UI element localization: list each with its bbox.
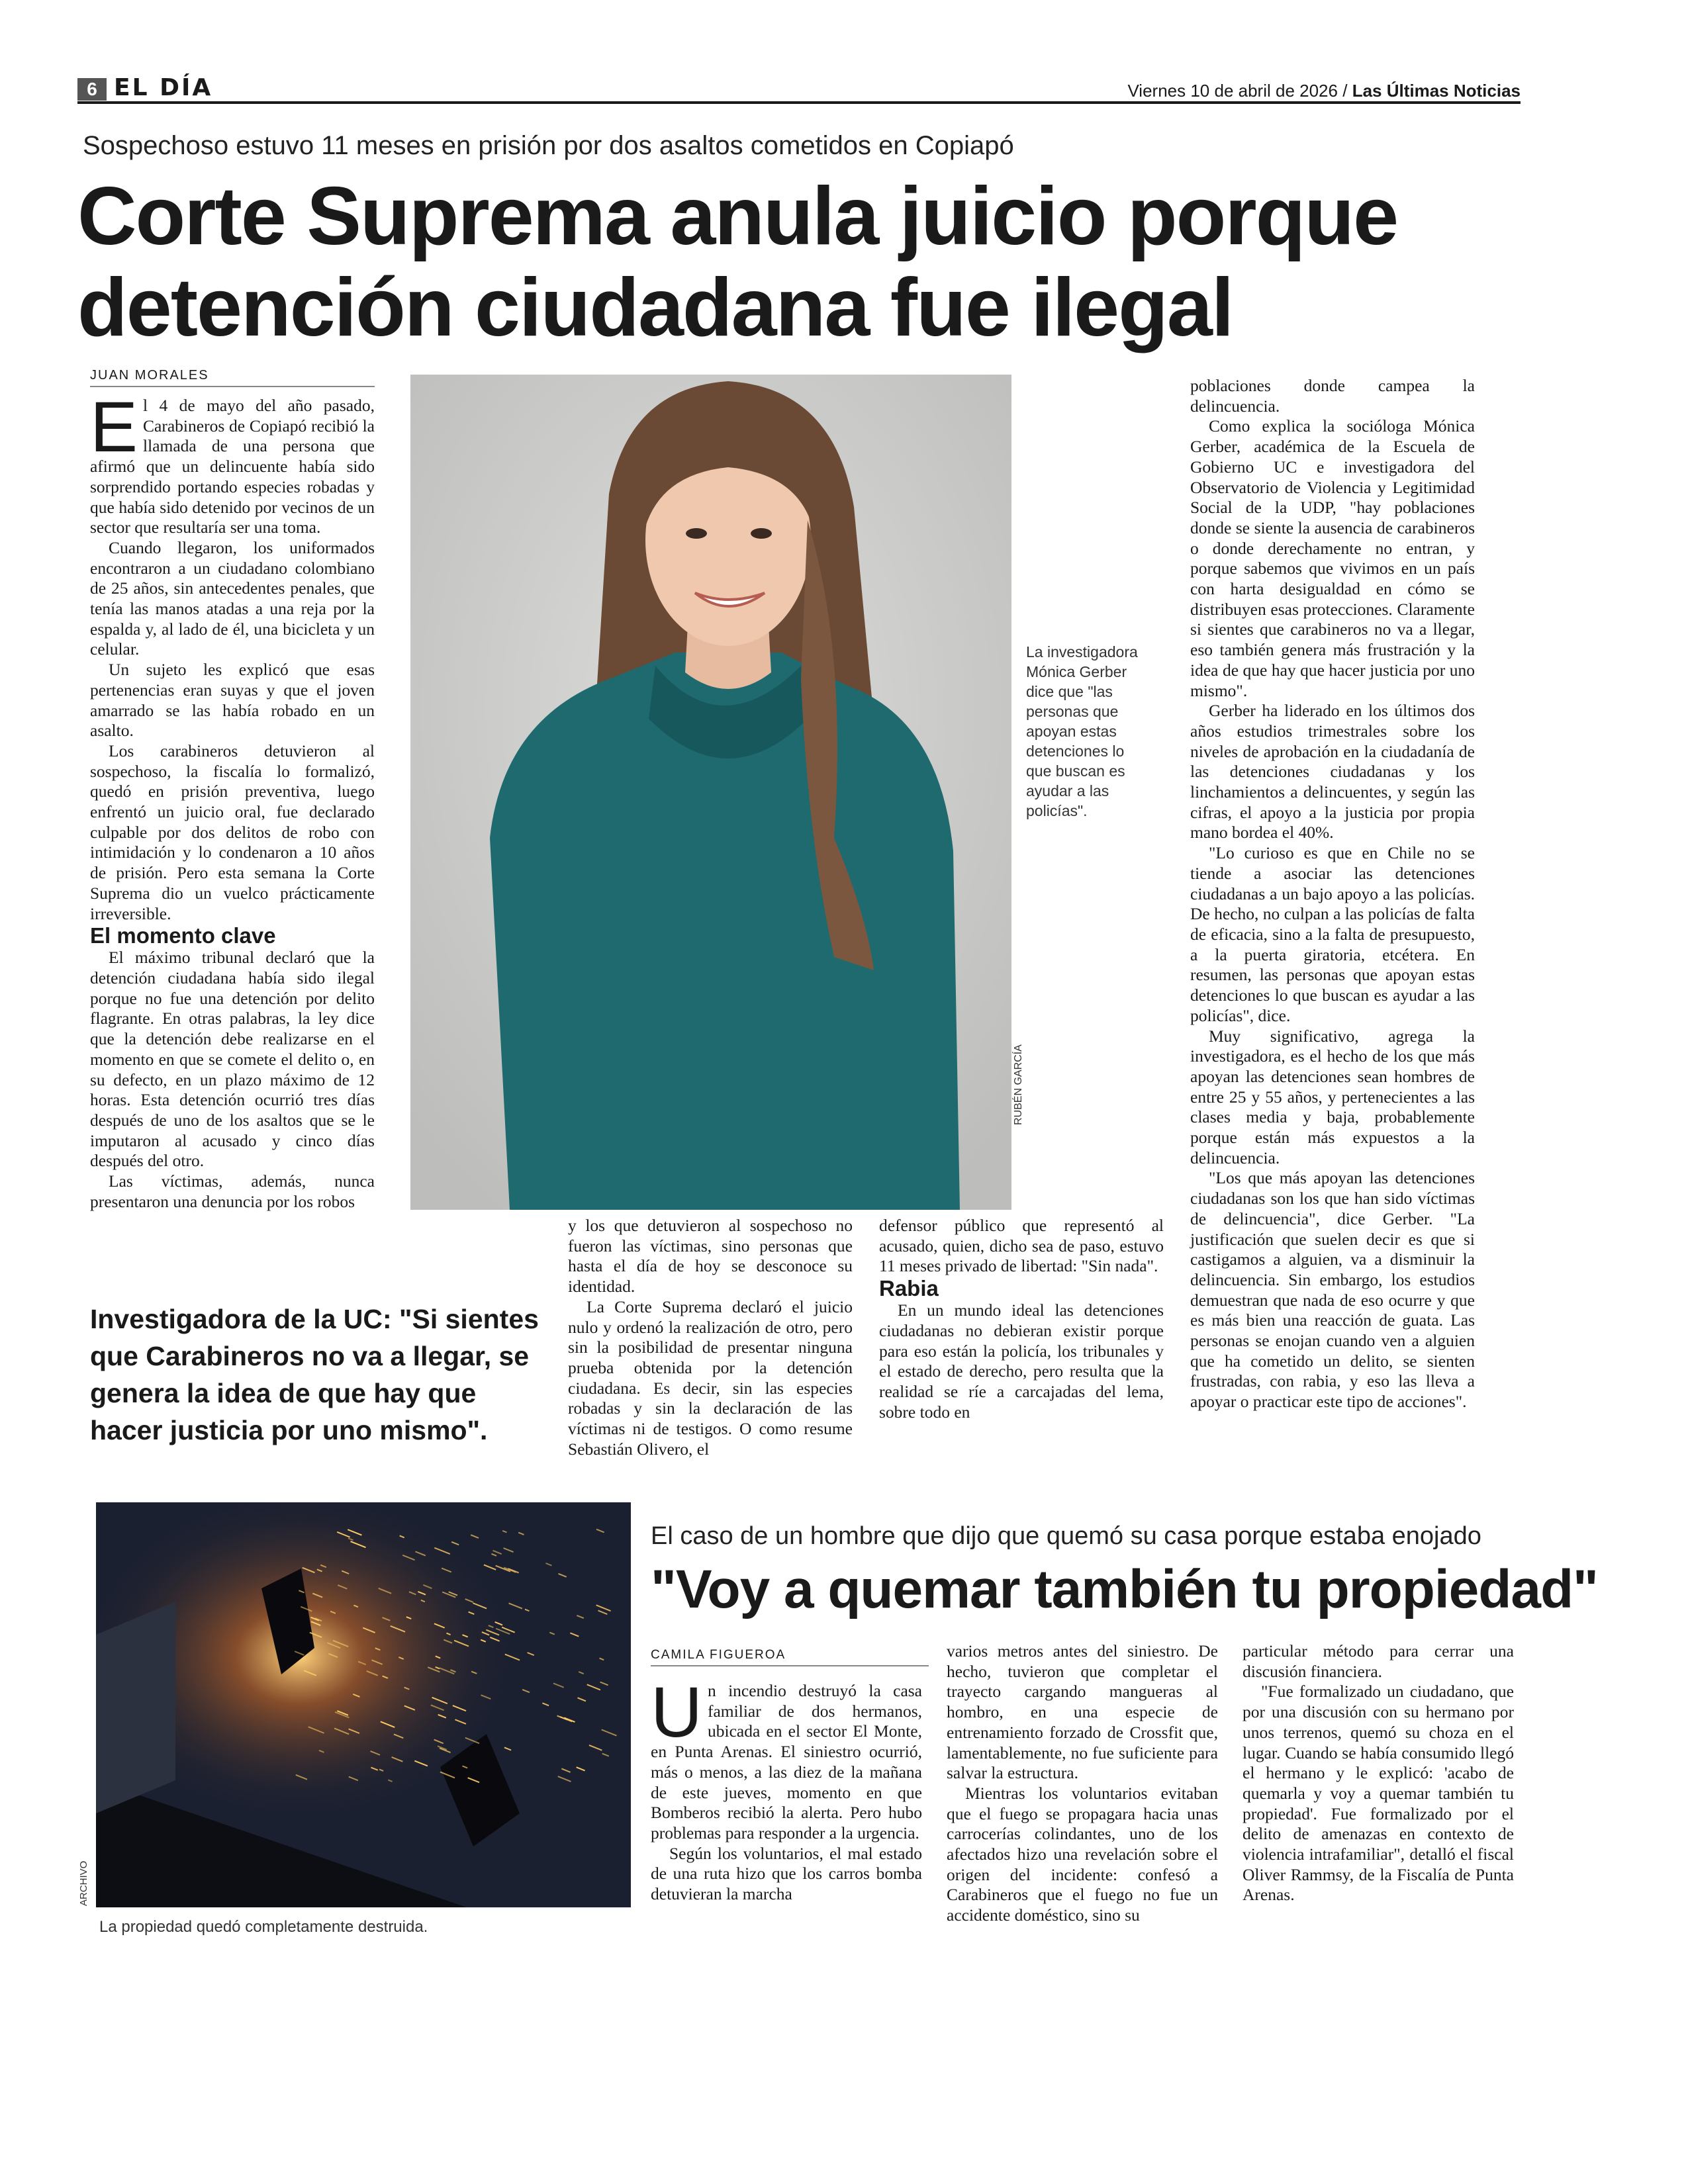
story1-headline (77, 171, 1534, 353)
publication-name: Las Últimas Noticias (1352, 81, 1521, 101)
story1-paragraph: poblaciones donde campea la delincuencia. (1190, 376, 1475, 416)
story1-paragraph: Gerber ha liderado en los últimos dos años estudios trimestrales sobre los niveles de aprobación en la ciudadanía de las detenciones ciudadanas y los linchamientos a delincuentes, y según las cifras, el apoyo a la justicia por propia mano bordea el 40%. (1190, 701, 1475, 842)
story2-column-3 (1243, 1641, 1514, 1905)
story1-paragraph: Como explica la socióloga Mónica Gerber, académica de la Escuela de Gobierno UC e investigadora del Observatorio de Violencia y Legitimidad Social de la UDP, "hay poblaciones donde se siente la ausencia de carabineros o donde derechamente no entran, y porque sabemos que vivimos en un país con harta desigualdad en cómo se distribuyen esas protecciones. Claramente si sientes que carabineros no va a llegar, eso también genera más frustración y la idea de que hay que hacer justicia por uno mismo". (1190, 416, 1475, 700)
story1-paragraph: Un sujeto les explicó que esas pertenencias eran suyas y que el joven amarrado se las había robado en un asalto. (90, 660, 375, 741)
drop-cap: U (651, 1672, 702, 1752)
story2-paragraph: Mientras los voluntarios evitaban que el fuego se propagara hacia unas carrocerías colindantes, uno de los afectados hizo una revelación sobre el origen del incidente: confesó a Carabineros que el fuego no fue un accidente doméstico, sino su (947, 1783, 1218, 1925)
drop-cap: E (90, 387, 138, 467)
story2-paragraph (651, 1672, 922, 1844)
story2-paragraph: "Fue formalizado un ciudadano, que por una discusión con su hermano por unos terrenos, quemó su choza en el lugar. Cuando se había consumido llegó el hermano y le explicó: 'acabo de quemarla y voy a quemar también tu propiedad'. Fue formalizado por el delito de amenazas en contexto de violencia intrafamiliar", detalló el fiscal Oliver Rammsy, de la Fiscalía de Punta Arenas. (1243, 1682, 1514, 1905)
story1-kicker: Sospechoso estuvo 11 meses en prisión por dos asaltos cometidos en Copiapó (83, 131, 1014, 160)
story1-paragraph: En un mundo ideal las detenciones ciudadanas no debieran existir porque para eso están la policía, los tribunales y el estado de derecho, pero resulta que la realidad se ríe a carcajadas del lema, sobre todo en (879, 1300, 1164, 1422)
story1-author: JUAN MORALES (90, 368, 375, 387)
section-name: EL DÍA (114, 74, 213, 101)
story2-column-1 (651, 1672, 922, 1905)
story1-paragraph: La Corte Suprema declaró el juicio nulo y ordenó la realización de otro, pero sin la posibilidad de presentar ninguna prueba obtenida por la detención ciudadana. Es decir, sin las especies robadas y sin la declaración de las víctimas ni de testigos. O como resume Sebastián Olivero, el (568, 1297, 853, 1459)
story1-paragraph (90, 387, 375, 538)
story2-paragraph: varios metros antes del siniestro. De hecho, tuvieron que completar el trayecto cargando mangueras al hombro, en una especie de entrenamiento forzado de Crossfit que, lamentablemente, no fue suficiente para salvar la estructura. (947, 1641, 1218, 1783)
story1-paragraph: "Lo curioso es que en Chile no se tiende a asociar las detenciones ciudadanas a un bajo apoyo a las policías. De hecho, no culpan a las policías de falta de eficacia, sino a la falta de presupuesto, a la puerta giratoria, etcétera. En resumen, las personas que apoyan estas detenciones lo que buscan es ayudar a las policías", dice. (1190, 843, 1475, 1025)
story1-pull-quote: Investigadora de la UC: "Si sientes que Carabineros no va a llegar, se genera la idea de que hay que hacer justicia por uno mismo". (90, 1304, 539, 1445)
story1-photo (410, 375, 1011, 1210)
story1-column-3 (879, 1216, 1164, 1422)
story1-photo-caption: La investigadora Mónica Gerber dice que "las personas que apoyan estas detenciones lo que buscan es ayudar a las policías". (1026, 643, 1138, 819)
story1-column-4 (1190, 376, 1475, 1412)
header-rule (77, 101, 1521, 104)
story1-paragraph: y los que detuvieron al sospechoso no fueron las víctimas, sino personas que hasta el día de hoy se desconoce su identidad. (568, 1216, 853, 1297)
story2-column-2 (947, 1641, 1218, 1926)
story1-headline-line1: Corte Suprema anula juicio porque (77, 171, 1398, 262)
story1-text: l 4 de mayo del año pasado, Carabineros de Copiapó recibió la llamada de una persona que afirmó que un delincuente había sido sorprendido portando especies robadas y que había sido detenido por vecinos de un sector que resultaría ser una toma. (90, 396, 375, 537)
date-separator: / (1342, 81, 1348, 101)
story2-photo-caption: La propiedad quedó completamente destruida. (99, 1918, 428, 1936)
story2-kicker: El caso de un hombre que dijo que quemó su casa porque estaba enojado (651, 1522, 1481, 1550)
story1-paragraph: defensor público que representó al acusado, quien, dicho sea de paso, estuvo 11 meses privado de libertad: "Sin nada". (879, 1216, 1164, 1276)
story1-paragraph: "Los que más apoyan las detenciones ciudadanas son los que han sido víctimas de delincuencia", dice Gerber. "La justificación que suelen decir es que si castigamos a alguien, va a disminuir la delincuencia. Sin embargo, los estudios demuestran que nada de eso ocurre y que es más bien una reacción de guata. Las personas se enojan cuando ven a alguien que ha cometido un delito, se sienten frustradas, con rabia, y eso las lleva a apoyar o practicar este tipo de acciones". (1190, 1168, 1475, 1412)
story1-column-1 (90, 387, 375, 1212)
story1-subhead: El momento clave (90, 923, 276, 948)
story2-author: CAMILA FIGUEROA (651, 1648, 929, 1666)
date: Viernes 10 de abril de 2026 (1127, 81, 1338, 101)
story2-paragraph: particular método para cerrar una discusión financiera. (1243, 1641, 1514, 1681)
story1-headline-line2: detención ciudadana fue ilegal (77, 262, 1233, 353)
story2-photo-credit: ARCHIVO (78, 1860, 89, 1906)
story1-paragraph: Muy significativo, agrega la investigadora, es el hecho de los que más apoyan las detenciones sean hombres de entre 25 y 55 años, y pertenecientes a las clases media y baja, probablemente porque están más expuestos a la delincuencia. (1190, 1026, 1475, 1167)
story1-column-2 (568, 1216, 853, 1459)
page-number: 6 (77, 78, 107, 101)
story2-photo (96, 1502, 631, 1907)
story2-text: n incendio destruyó la casa familiar de dos hermanos, ubicada en el sector El Monte, en Punta Arenas. El siniestro ocurrió, más o menos, a las diez de la mañana de este jueves, momento en que Bomberos recibió la alerta. Pero hubo problemas para responder a la urgencia. (651, 1681, 922, 1843)
story1-paragraph: El máximo tribunal declaró que la detención ciudadana había sido ilegal porque no fue una detención por delito flagrante. En otras palabras, la ley dice que la detención debe realizarse en el momento en que se comete el delito o, en su defecto, en un plazo máximo de 12 horas. Esta detención ocurrió tres días después de uno de los asaltos que se le imputaron al acusado y cinco días después del otro. (90, 948, 375, 1171)
story1-photo-credit: RUBÉN GARCÍA (1013, 1044, 1024, 1125)
portrait-illustration (410, 375, 1011, 1210)
story1-paragraph: Cuando llegaron, los uniformados encontraron a un ciudadano colombiano de 25 años, sin antecedentes penales, que tenía las manos atadas a una reja por la espalda y, al lado de él, una bicicleta y un celular. (90, 537, 375, 659)
story1-subhead: Rabia (879, 1276, 939, 1301)
fire-scene-illustration (96, 1502, 631, 1907)
story2-paragraph: Según los voluntarios, el mal estado de una ruta hizo que los carros bomba detuvieran la marcha (651, 1843, 922, 1904)
story1-paragraph: Los carabineros detuvieron al sospechoso, la fiscalía lo formalizó, quedó en prisión preventiva, luego enfrentó un juicio oral, fue declarado culpable por dos delitos de robo con intimidación y lo condenaron a 10 años de prisión. Pero esta semana la Corte Suprema dio un vuelco prácticamente irreversible. (90, 741, 375, 923)
dateline (1127, 81, 1521, 101)
story1-paragraph: Las víctimas, además, nunca presentaron una denuncia por los robos (90, 1171, 375, 1211)
story2-headline: "Voy a quemar también tu propiedad" (651, 1559, 1598, 1619)
